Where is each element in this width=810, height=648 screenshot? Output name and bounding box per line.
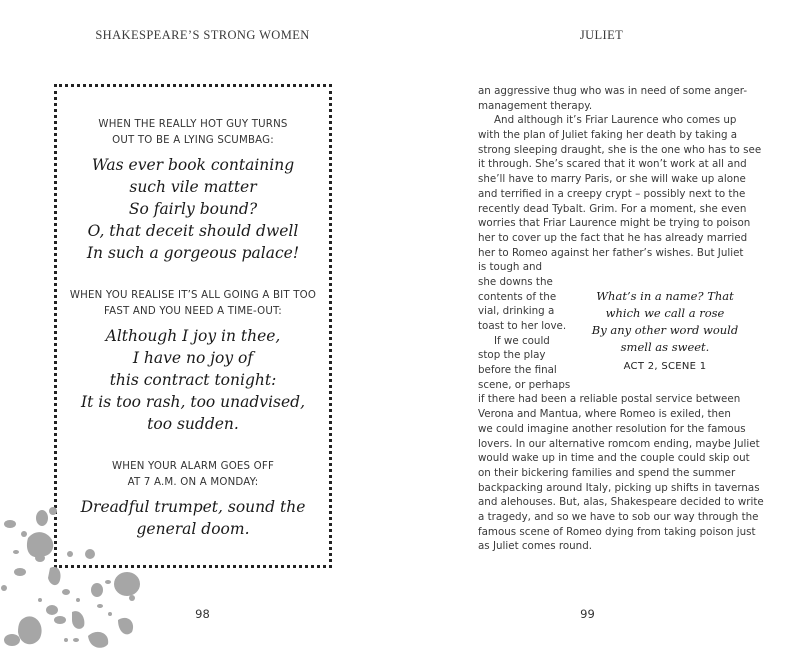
body-line: with the plan of Juliet faking her death by taking a [478, 129, 738, 142]
verse-line: Although I joy in thee, [105, 327, 281, 345]
body-line: her to Romeo against her father’s wishes. But Juliet [478, 246, 744, 259]
body-line: backpacking around Italy, picking up shifts in tavernas [478, 481, 760, 494]
quote-verse [57, 154, 329, 264]
body-line: scene, or perhaps [478, 378, 571, 391]
verse-line: too sudden. [147, 415, 239, 433]
quote-caption [57, 459, 329, 491]
body-line: recently dead Tybalt. Grim. For a moment, she even [478, 202, 747, 215]
verse-line: O, that deceit should dwell [87, 222, 299, 240]
quote-block-2 [57, 288, 329, 435]
body-line: toast to her love. [478, 320, 567, 332]
body-line: she’ll have to marry Paris, or she will wake up alone [478, 173, 746, 186]
caption-line: WHEN THE REALLY HOT GUY TURNS [98, 119, 288, 130]
verse-line: this contract tonight: [109, 371, 277, 389]
body-line: stop the play [478, 349, 546, 362]
pull-quote [590, 288, 740, 372]
page-number-left: 98 [195, 607, 210, 621]
verse-line: general doom. [136, 520, 250, 538]
body-line: management therapy. [478, 99, 593, 112]
running-head-left: SHAKESPEARE’S STRONG WOMEN [95, 28, 310, 42]
body-line: contents of the [478, 290, 557, 303]
caption-line: FAST AND YOU NEED A TIME-OUT: [104, 306, 282, 317]
body-line: famous scene of Romeo dying from taking poison just [478, 525, 756, 538]
body-line: on their bickering families and spend the summer [478, 466, 736, 479]
body-line: we could imagine another resolution for the famous [478, 422, 746, 435]
body-line: Verona and Mantua, where Romeo is exiled, then [478, 408, 731, 421]
body-line: it through. She’s scared that it won’t work at all and [478, 158, 747, 171]
running-head-right: JULIET [579, 28, 624, 42]
verse-line: Dreadful trumpet, sound the [80, 498, 306, 516]
body-line: a tragedy, and so we have to sob our way through the [478, 510, 759, 523]
body-line: And although it’s Friar Laurence who comes up [494, 114, 737, 127]
verse-line: Was ever book containing [91, 156, 295, 174]
body-line: and alehouses. But, alas, Shakespeare decided to write [478, 496, 764, 509]
pull-quote-citation: ACT 2, SCENE 1 [623, 361, 707, 372]
body-line: strong sleeping draught, she is the one who has to see [478, 143, 762, 156]
quote-caption [57, 117, 329, 149]
body-line: she downs the [478, 275, 553, 288]
body-line: and terrified in a creepy crypt – possibly next to the [478, 187, 746, 200]
body-line: as Juliet comes round. [478, 540, 593, 553]
caption-line: WHEN YOUR ALARM GOES OFF [111, 461, 275, 472]
body-line: would wake up in time and the couple could skip out [478, 452, 750, 465]
quote-caption [57, 288, 329, 320]
body-line: before the final [478, 364, 557, 377]
verse-line: It is too rash, too unadvised, [80, 393, 306, 411]
page-number-right: 99 [580, 607, 595, 621]
body-line: her to cover up the fact that he has already married [478, 231, 748, 244]
quote-block-1 [57, 117, 329, 264]
verse-line: such vile matter [129, 178, 257, 196]
body-line: if there had been a reliable postal service between [478, 393, 741, 406]
pull-quote-line: What’s in a name? That [596, 289, 734, 303]
dotted-quote-box [54, 84, 332, 568]
verse-line: In such a gorgeous palace! [86, 244, 300, 262]
caption-line: OUT TO BE A LYING SCUMBAG: [112, 135, 274, 146]
quote-verse [57, 325, 329, 435]
ink-splatter-icon [0, 500, 160, 648]
caption-line: WHEN YOU REALISE IT’S ALL GOING A BIT TOO [69, 290, 317, 301]
body-line: worries that Friar Laurence might be trying to poison [478, 217, 751, 230]
pull-quote-line: which we call a rose [605, 306, 725, 320]
body-line: lovers. In our alternative romcom ending, maybe Juliet [478, 437, 760, 450]
caption-line: AT 7 A.M. ON A MONDAY: [127, 477, 259, 488]
body-line: If we could [494, 334, 550, 347]
verse-line: I have no joy of [132, 349, 254, 367]
body-line: vial, drinking a [478, 305, 555, 318]
body-line: is tough and [478, 261, 543, 274]
pull-quote-line: smell as sweet. [620, 340, 710, 354]
verse-line: So fairly bound? [128, 200, 258, 218]
body-line: an aggressive thug who was in need of some anger- [478, 85, 748, 97]
pull-quote-line: By any other word would [591, 323, 739, 337]
